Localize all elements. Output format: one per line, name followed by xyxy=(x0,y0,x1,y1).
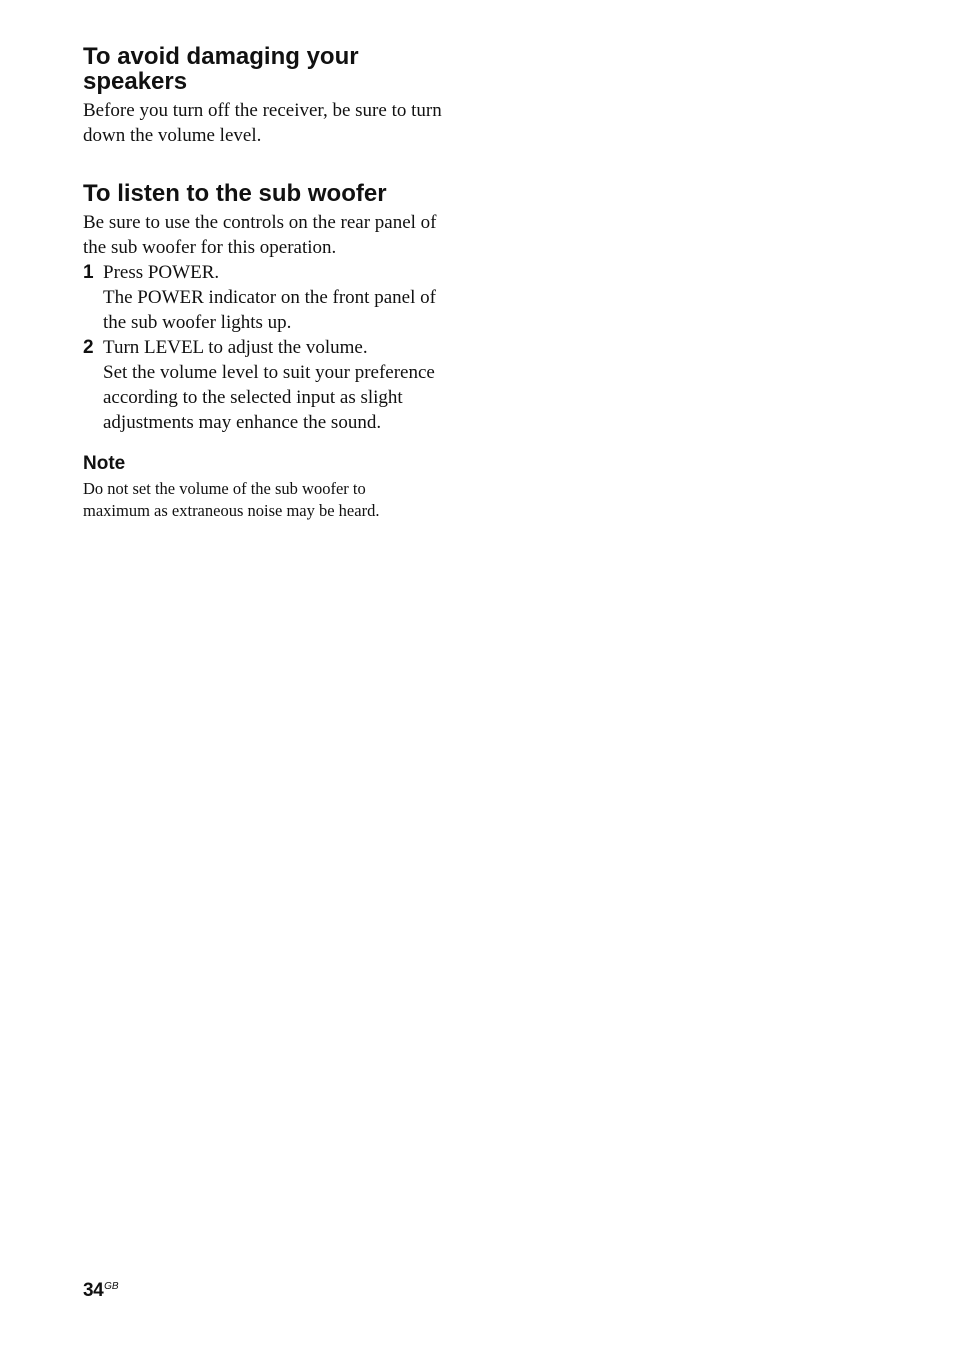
region-code: GB xyxy=(104,1281,119,1292)
note-section xyxy=(83,452,463,522)
page-content xyxy=(83,44,463,522)
body-line-2: down the volume level. xyxy=(83,125,262,146)
step-1 xyxy=(83,260,463,335)
step-number: 2 xyxy=(83,337,94,358)
section-listen-sub-woofer xyxy=(83,181,463,435)
heading-listen-sub-woofer: To listen to the sub woofer xyxy=(83,180,387,207)
step-line: Press POWER. xyxy=(103,262,220,283)
note-text xyxy=(83,478,463,522)
step-line: adjustments may enhance the sound. xyxy=(103,412,382,433)
step-line: according to the selected input as slight xyxy=(103,387,403,408)
section-avoid-damaging-speakers xyxy=(83,44,463,148)
body-line-1: Before you turn off the receiver, be sure to turn xyxy=(83,100,442,121)
step-number: 1 xyxy=(83,262,94,283)
step-2 xyxy=(83,335,463,435)
heading-avoid-damaging-speakers xyxy=(83,44,463,94)
listen-intro-text xyxy=(83,210,463,260)
intro-line-2: the sub woofer for this operation. xyxy=(83,237,337,258)
avoid-body-text xyxy=(83,98,463,148)
note-line-1: Do not set the volume of the sub woofer to xyxy=(83,479,366,498)
heading-line-1: To avoid damaging your xyxy=(83,43,359,70)
heading-line-2: speakers xyxy=(83,68,188,95)
step-line: The POWER indicator on the front panel of xyxy=(103,287,436,308)
step-line: the sub woofer lights up. xyxy=(103,312,292,333)
note-title: Note xyxy=(83,453,126,474)
note-line-2: maximum as extraneous noise may be heard. xyxy=(83,501,380,520)
step-text xyxy=(103,260,463,335)
step-line: Turn LEVEL to adjust the volume. xyxy=(103,337,368,358)
page-footer xyxy=(83,1280,119,1302)
page-number: 34 xyxy=(83,1280,104,1301)
step-line: Set the volume level to suit your preference xyxy=(103,362,435,383)
intro-line-1: Be sure to use the controls on the rear panel of xyxy=(83,212,437,233)
step-text xyxy=(103,335,463,435)
